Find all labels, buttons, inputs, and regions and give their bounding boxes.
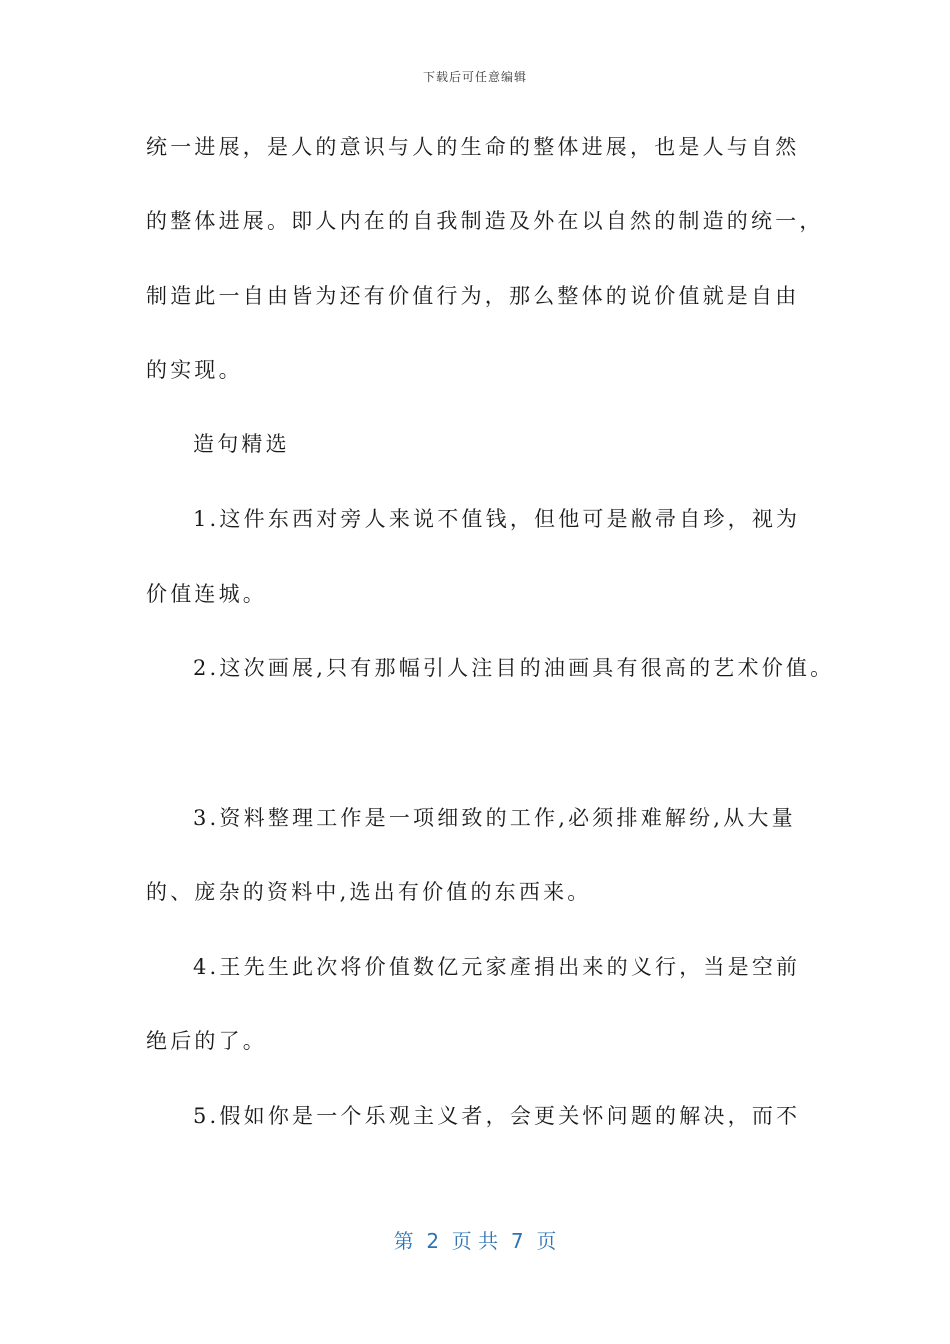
body-line: 价值连城。 [146,582,267,606]
body-line: 的整体进展。即人内在的自我制造及外在以自然的制造的统一， [146,209,824,233]
section-heading: 造句精选 [193,432,290,456]
page-number: 第 2 页 共 7 页 [393,1229,557,1253]
body-line: 的、庞杂的资料中,选出有价值的东西来。 [146,880,592,904]
body-line: 统一进展，是人的意识与人的生命的整体进展，也是人与自然 [146,135,800,159]
sentence-item: 5.假如你是一个乐观主义者，会更关怀问题的解决，而不 [193,1104,801,1128]
sentence-item: 3.资料整理工作是一项细致的工作,必须排难解纷,从大量 [193,806,796,830]
body-line: 制造此一自由皆为还有价值行为，那么整体的说价值就是自由 [146,284,800,308]
body-line: 绝后的了。 [146,1029,267,1053]
sentence-item: 1.这件东西对旁人来说不值钱，但他可是敝帚自珍，视为 [193,507,801,531]
sentence-item: 4.王先生此次将价值数亿元家產捐出来的义行，当是空前 [193,955,801,979]
sentence-item: 2.这次画展,只有那幅引人注目的油画具有很高的艺术价值。 [193,656,835,680]
header-note: 下载后可任意编辑 [422,70,527,84]
body-line: 的实现。 [146,358,243,382]
